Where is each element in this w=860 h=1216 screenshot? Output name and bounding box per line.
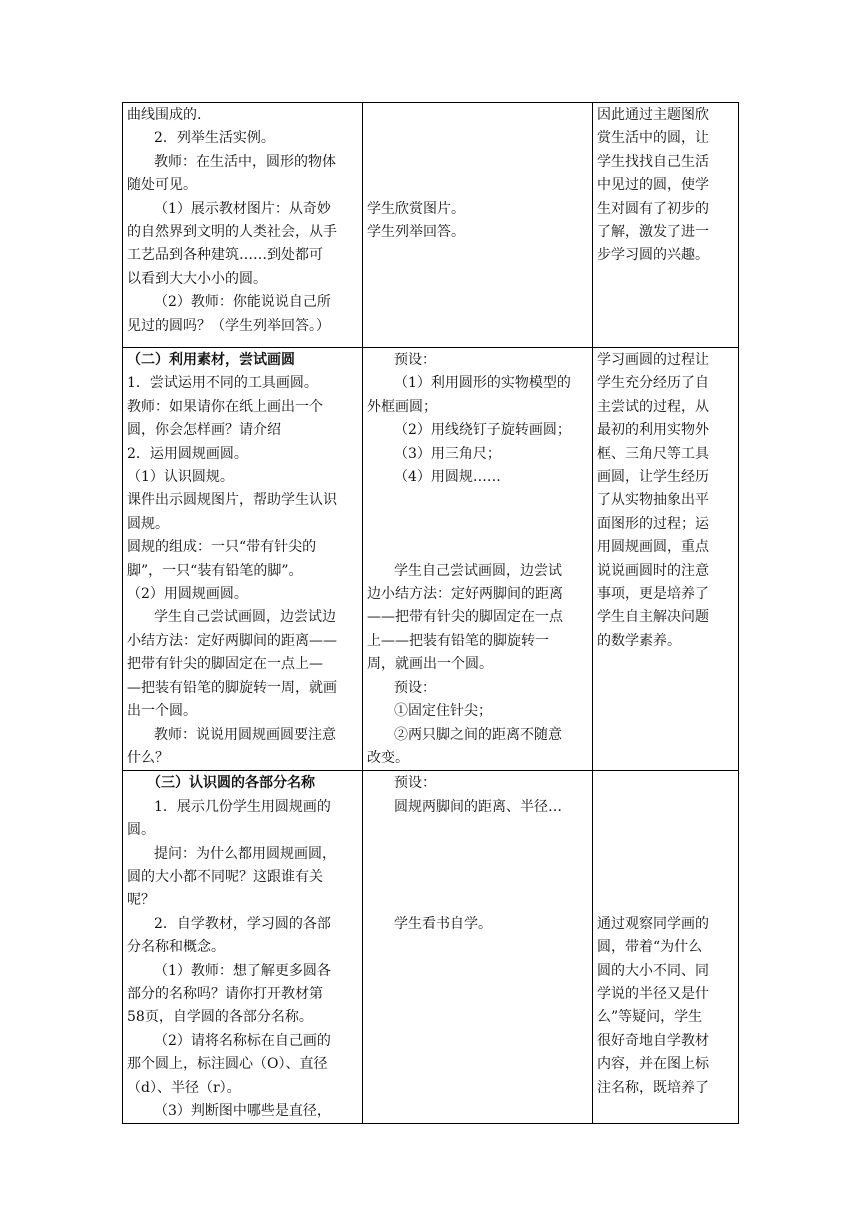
text-line xyxy=(367,866,588,889)
text-line: （1）展示教材图片：从奇妙 xyxy=(154,200,331,217)
text-line: 那个圆上，标注圆心（O）、直径 xyxy=(127,1056,328,1073)
blank-line xyxy=(597,889,734,912)
text-line: 脚”，一只“装有铅笔的脚”。 xyxy=(127,562,303,579)
text-line: 提问：为什么都用圆规画圆， xyxy=(154,845,336,862)
teacher-activity-cell xyxy=(123,103,363,348)
text-line: ②两只脚之间的距离不随意 xyxy=(394,726,562,743)
text-line: 步学习圆的兴趣。 xyxy=(597,247,709,264)
text-line: 小结方法：定好两脚间的距离—— xyxy=(127,632,337,649)
text-line: 圆，带着“为什么 xyxy=(597,939,703,956)
text-line xyxy=(367,489,588,512)
text-line: 2．运用圆规画圆。 xyxy=(127,445,248,462)
text-line: ①固定住针尖； xyxy=(394,703,492,720)
student-activity-cell xyxy=(363,103,593,348)
text-line: （2）请将名称标在自己画的 xyxy=(154,1032,331,1049)
lesson-plan-table xyxy=(122,102,739,1124)
text-line: 注名称，既培养了 xyxy=(597,1079,709,1096)
student-activity-cell xyxy=(363,348,593,771)
blank-line xyxy=(597,866,734,889)
text-line: 周，就画出一个圆。 xyxy=(367,656,493,673)
text-line: 用圆规画圆，重点 xyxy=(597,539,709,556)
blank-line xyxy=(597,772,734,795)
blank-line xyxy=(367,104,588,127)
text-line: 内容，并在图上标 xyxy=(597,1056,709,1073)
text-line: 1．尝试运用不同的工具画圆。 xyxy=(127,375,318,392)
text-line: 外框画圆； xyxy=(367,398,437,415)
text-line: 生对圆有了初步的 xyxy=(597,200,709,217)
text-line: 学生自主解决问题 xyxy=(597,609,709,626)
text-line: 见过的圆吗？（学生列举回答。） xyxy=(127,317,330,334)
text-line xyxy=(367,513,588,536)
text-line: 圆规两脚间的距离、半径… xyxy=(394,798,562,815)
blank-line xyxy=(597,819,734,842)
blank-line xyxy=(367,127,588,150)
text-line: （二）利用素材，尝试画圆 xyxy=(127,352,295,368)
text-line: 上——把装有铅笔的脚旋转一 xyxy=(367,632,549,649)
text-line: 教师：如果请你在纸上画出一个 xyxy=(127,398,323,415)
text-line: 2．自学教材，学习圆的各部 xyxy=(154,915,331,932)
text-line: 学习画圆的过程让 xyxy=(597,352,709,368)
text-line: （2）用线绕钉子旋转画圆； xyxy=(394,422,571,439)
text-line: 把带有针尖的脚固定在一点上— xyxy=(127,656,323,673)
text-line: 什么？ xyxy=(127,749,169,766)
text-line: （3）判断图中哪些是直径， xyxy=(154,1103,331,1119)
text-line: 圆。 xyxy=(127,822,155,839)
text-line: 通过观察同学画的 xyxy=(597,915,709,932)
text-line: 最初的利用实物外 xyxy=(597,422,709,439)
text-line: 分名称和概念。 xyxy=(127,939,225,956)
design-intent-cell xyxy=(593,771,739,1124)
text-line: 主尝试的过程，从 xyxy=(597,398,709,415)
text-line: 学生看书自学。 xyxy=(394,915,492,932)
text-line: 工艺品到各种建筑……到处都可 xyxy=(127,247,323,264)
blank-line xyxy=(597,796,734,819)
text-line: 随处可见。 xyxy=(127,177,197,194)
text-line: 圆规的组成：一只“带有针尖的 xyxy=(127,539,317,556)
text-line: 了解，激发了进一 xyxy=(597,224,709,241)
text-line xyxy=(367,843,588,866)
blank-line xyxy=(367,151,588,174)
text-line: 框、三角尺等工具 xyxy=(597,445,709,462)
text-line: 圆，你会怎样画？请介绍 xyxy=(127,422,281,439)
text-line: 预设： xyxy=(394,775,436,792)
text-line: 出一个圆。 xyxy=(127,703,197,720)
text-line: （2）用圆规画圆。 xyxy=(127,586,248,603)
text-line: 很好奇地自学教材 xyxy=(597,1032,709,1049)
text-line: 中见过的圆，使学 xyxy=(597,177,709,194)
text-line: 呢？ xyxy=(127,892,155,909)
teacher-activity-cell xyxy=(123,771,363,1124)
text-line: （d）、半径（r）。 xyxy=(127,1079,241,1096)
text-line: 教师：说说用圆规画圆要注意 xyxy=(154,726,336,743)
text-line: —把装有铅笔的脚旋转一周，就画 xyxy=(127,679,337,696)
text-line: （1）认识圆规。 xyxy=(127,469,234,486)
text-line: 面图形的过程；运 xyxy=(597,515,709,532)
text-line: 学生找找自己生活 xyxy=(597,153,709,170)
text-line: 2．列举生活实例。 xyxy=(154,130,275,147)
text-line: 边小结方法：定好两脚间的距离 xyxy=(367,586,563,603)
text-line: 改变。 xyxy=(367,749,409,766)
text-line: （三）认识圆的各部分名称 xyxy=(147,775,315,792)
text-line: 赏生活中的圆，让 xyxy=(597,130,709,147)
student-activity-cell xyxy=(363,771,593,1124)
text-line: 教师：在生活中，圆形的物体 xyxy=(154,153,336,170)
text-line: 预设： xyxy=(394,679,436,696)
text-line xyxy=(367,889,588,912)
text-line: 学生充分经历了自 xyxy=(597,375,709,392)
text-line: 课件出示圆规图片，帮助学生认识 xyxy=(127,492,337,509)
text-line xyxy=(367,819,588,842)
text-line: （4）用圆规…… xyxy=(394,469,501,486)
text-line: （1）利用圆形的实物模型的 xyxy=(394,375,571,392)
text-line: 部分的名称吗？请你打开教材第 xyxy=(127,985,323,1002)
text-line: 了从实物抽象出平 xyxy=(597,492,709,509)
text-line: 圆的大小都不同呢？这跟谁有关 xyxy=(127,868,323,885)
blank-line xyxy=(367,174,588,197)
text-line: 学生自己尝试画圆，边尝试边 xyxy=(154,609,336,626)
text-line: 事项，更是培养了 xyxy=(597,586,709,603)
text-line: 的自然界到文明的人类社会，从手 xyxy=(127,224,337,241)
text-line: 学说的半径又是什 xyxy=(597,985,709,1002)
text-line: （3）用三角尺； xyxy=(394,445,501,462)
text-line: （2）教师：你能说说自己所 xyxy=(154,294,331,311)
text-line: 么”等疑问，学生 xyxy=(597,1009,703,1026)
blank-line xyxy=(597,843,734,866)
text-line: 58页，自学圆的各部分名称。 xyxy=(127,1009,313,1026)
text-line: 以看到大大小小的圆。 xyxy=(127,270,267,287)
table-row xyxy=(123,103,739,348)
text-line: 圆规。 xyxy=(127,515,169,532)
table-row xyxy=(123,348,739,771)
text-line: 曲线围成的. xyxy=(127,107,202,123)
text-line: ——把带有针尖的脚固定在一点 xyxy=(367,609,563,626)
text-line: 因此通过主题图欣 xyxy=(597,107,709,123)
text-line: 的数学素养。 xyxy=(597,632,681,649)
text-line xyxy=(367,536,588,559)
text-line: 学生自己尝试画圆，边尝试 xyxy=(394,562,562,579)
text-line: 画圆，让学生经历 xyxy=(597,469,709,486)
teacher-activity-cell xyxy=(123,348,363,771)
design-intent-cell xyxy=(593,103,739,348)
text-line: （1）教师：想了解更多圆各 xyxy=(154,962,331,979)
text-line: 1．展示几份学生用圆规画的 xyxy=(154,798,331,815)
text-line: 说说画圆时的注意 xyxy=(597,562,709,579)
table-row xyxy=(123,771,739,1124)
text-line: 学生列举回答。 xyxy=(367,224,465,241)
text-line: 学生欣赏图片。 xyxy=(367,200,465,217)
design-intent-cell xyxy=(593,348,739,771)
text-line: 预设： xyxy=(394,352,436,368)
text-line: 圆的大小不同、同 xyxy=(597,962,709,979)
